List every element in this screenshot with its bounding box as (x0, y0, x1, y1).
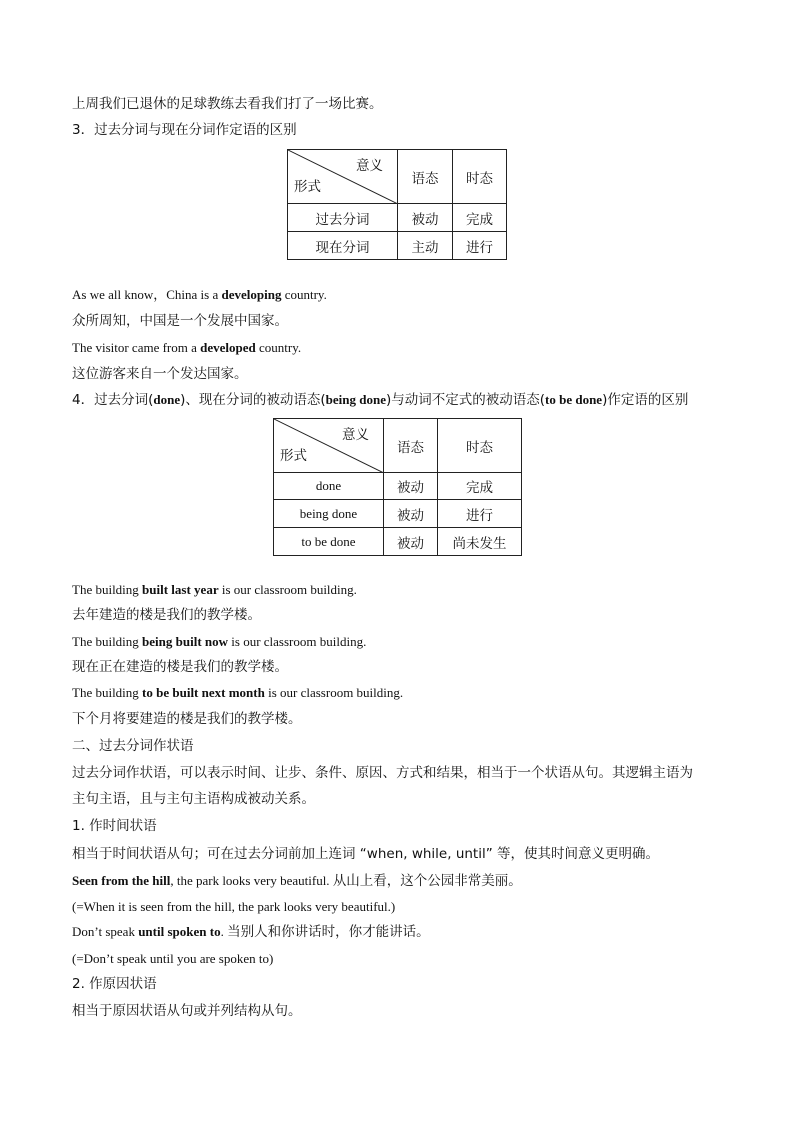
table2-head-top: 意义 (342, 427, 369, 443)
example-line-3: The building built last year is our classroom building. (72, 582, 357, 597)
paragraph-line-3: 相当于时间状语从句；可在过去分词前加上连词 “when, while, until” 等，使其时间意义更明确。 (72, 846, 660, 862)
translation-line-1: 众所周知，中国是一个发展中国家。 (72, 313, 288, 329)
example-line-8: Don’t speak until spoken to. 当别人和你讲话时，你才能讲话。 (72, 924, 430, 940)
example-line-9: (=Don’t speak until you are spoken to) (72, 951, 274, 966)
table2-head-bottom: 形式 (280, 448, 307, 464)
table2-row2-form: being done (274, 500, 384, 528)
paragraph-line-2: 主句主语，且与主句主语构成被动关系。 (72, 791, 315, 807)
participle-table-1 (287, 149, 507, 260)
example-line-7: (=When it is seen from the hill, the park looks very beautiful.) (72, 899, 396, 914)
table1-col-voice: 语态 (398, 150, 453, 204)
heading-3: 3．过去分词与现在分词作定语的区别 (72, 122, 297, 138)
table1-row1-tense: 完成 (453, 204, 507, 232)
table2-row2-tense: 进行 (438, 500, 522, 528)
table1-row2-voice: 主动 (398, 232, 453, 260)
table-row (274, 473, 522, 500)
translation-line-4: 现在正在建造的楼是我们的教学楼。 (72, 659, 288, 675)
table-row (274, 500, 522, 528)
table2-row3-tense: 尚未发生 (438, 528, 522, 556)
section-heading-2: 二、过去分词作状语 (72, 738, 194, 754)
text-line-1: 上周我们已退休的足球教练去看我们打了一场比赛。 (72, 96, 383, 112)
example-line-5: The building to be built next month is our classroom building. (72, 685, 404, 700)
table1-row2-form: 现在分词 (288, 232, 398, 260)
table2-row3-form: to be done (274, 528, 384, 556)
table2-row1-voice: 被动 (384, 473, 438, 500)
subheading-2: 2. 作原因状语 (72, 976, 157, 992)
translation-line-5: 下个月将要建造的楼是我们的教学楼。 (72, 711, 302, 727)
example-line-2: The visitor came from a developed country. (72, 340, 302, 355)
table1-head-top: 意义 (356, 158, 383, 174)
table2-col-tense: 时态 (438, 419, 522, 473)
table2-diagonal-header (274, 419, 384, 473)
table1-row1-voice: 被动 (398, 204, 453, 232)
translation-line-2: 这位游客来自一个发达国家。 (72, 366, 248, 382)
paragraph-line-4: 相当于原因状语从句或并列结构从句。 (72, 1003, 302, 1019)
paragraph-line-1: 过去分词作状语，可以表示时间、让步、条件、原因、方式和结果，相当于一个状语从句。其逻辑主语为 (72, 765, 693, 781)
table-row (274, 528, 522, 556)
table1-diagonal-header (288, 150, 398, 204)
table2-row1-tense: 完成 (438, 473, 522, 500)
example-line-1: As we all know，China is a developing country. (72, 287, 327, 302)
table2-col-voice: 语态 (384, 419, 438, 473)
table2-row3-voice: 被动 (384, 528, 438, 556)
example-line-6: Seen from the hill, the park looks very beautiful. 从山上看，这个公园非常美丽。 (72, 873, 522, 889)
table-row (288, 204, 507, 232)
participle-table-2 (273, 418, 522, 556)
table1-row1-form: 过去分词 (288, 204, 398, 232)
table1-head-bottom: 形式 (294, 179, 321, 195)
translation-line-3: 去年建造的楼是我们的教学楼。 (72, 607, 261, 623)
example-line-4: The building being built now is our classroom building. (72, 634, 367, 649)
subheading-1: 1. 作时间状语 (72, 818, 157, 834)
table1-row2-tense: 进行 (453, 232, 507, 260)
heading-4: 4．过去分词(done)、现在分词的被动语态(being done)与动词不定式的被动语态(to be done)作定语的区别 (72, 392, 689, 408)
table2-row1-form: done (274, 473, 384, 500)
table-row (288, 232, 507, 260)
table2-row2-voice: 被动 (384, 500, 438, 528)
table1-col-tense: 时态 (453, 150, 507, 204)
